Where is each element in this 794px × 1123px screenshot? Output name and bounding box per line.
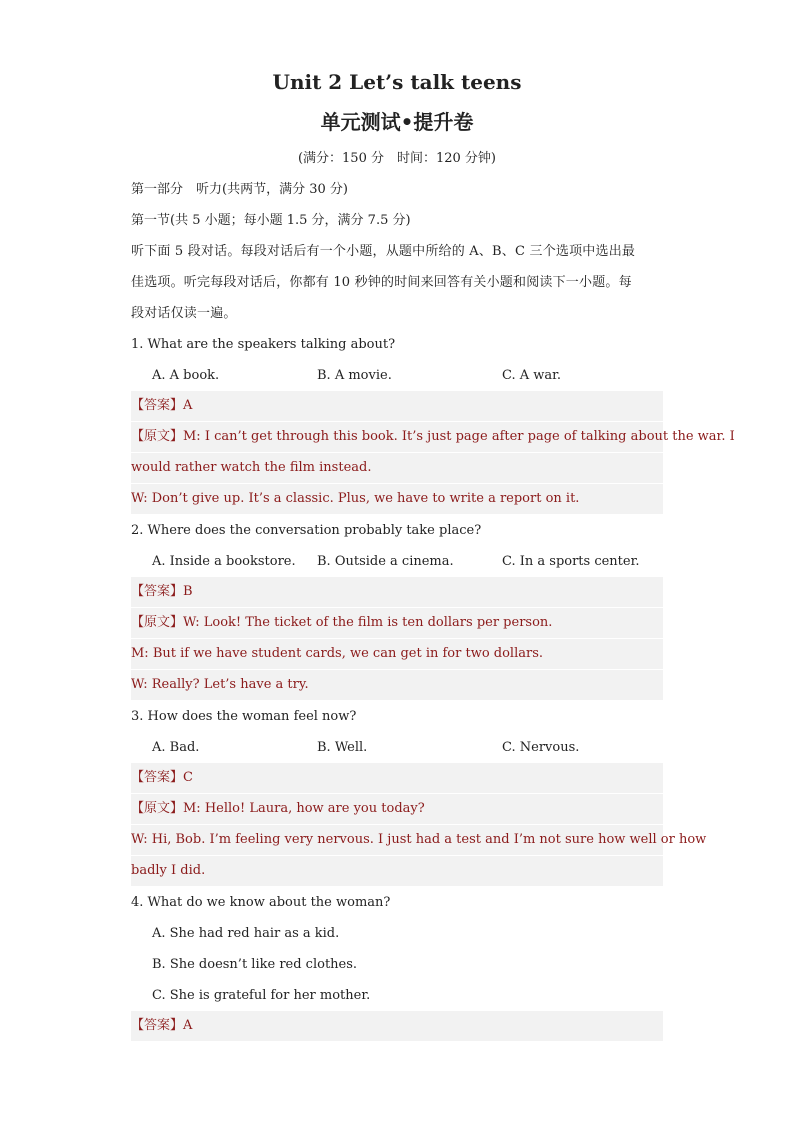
option-b: B. She doesn’t like red clothes. — [152, 957, 358, 972]
answer-block: 【答案】C — [131, 763, 663, 793]
document-title: Unit 2 Let’s talk teens — [272, 70, 522, 94]
option-c: C. A war. — [502, 368, 562, 383]
transcript-line: W: Really? Let’s have a try. — [131, 670, 663, 700]
option-c: C. She is grateful for her mother. — [152, 988, 371, 1003]
option-b: B. Well. — [317, 740, 368, 755]
section-sub-heading: 第一节(共 5 小题；每小题 1.5 分，满分 7.5 分) — [131, 213, 411, 228]
question-3: 3. How does the woman feel now? — [131, 709, 357, 724]
option-a: A. A book. — [152, 368, 220, 383]
option-a: A. Inside a bookstore. — [152, 554, 296, 569]
question-1-options — [131, 360, 663, 391]
instruction-line: 佳选项。听完每段对话后，你都有 10 秒钟的时间来回答有关小题和阅读下一小题。每 — [131, 275, 632, 290]
option-b: B. Outside a cinema. — [317, 554, 454, 569]
question-4: 4. What do we know about the woman? — [131, 895, 391, 910]
instruction-line: 听下面 5 段对话。每段对话后有一个小题，从题中所给的 A、B、C 三个选项中选出最 — [131, 244, 636, 259]
instruction-line: 段对话仅读一遍。 — [131, 306, 237, 321]
question-2: 2. Where does the conversation probably take place? — [131, 523, 482, 538]
option-a: A. She had red hair as a kid. — [152, 926, 340, 941]
document-subtitle: 单元测试•提升卷 — [320, 110, 474, 134]
transcript-line: 【原文】M: Hello! Laura, how are you today? — [131, 794, 663, 824]
answer-block: 【答案】A — [131, 1011, 663, 1041]
option-c: C. In a sports center. — [502, 554, 640, 569]
transcript-line: would rather watch the film instead. — [131, 453, 663, 483]
option-b: B. A movie. — [317, 368, 392, 383]
question-3-options — [131, 732, 663, 763]
transcript-line: 【原文】M: I can’t get through this book. It’s just page after page of talking about the war. I — [131, 422, 663, 452]
transcript-line: 【原文】W: Look! The ticket of the film is ten dollars per person. — [131, 608, 663, 638]
document-content — [131, 64, 735, 1042]
transcript-line: W: Don’t give up. It’s a classic. Plus, we have to write a report on it. — [131, 484, 663, 514]
score-time-info: (满分：150 分 时间：120 分钟) — [297, 151, 497, 166]
section-part-heading: 第一部分 听力(共两节，满分 30 分) — [131, 182, 348, 197]
question-1: 1. What are the speakers talking about? — [131, 337, 396, 352]
question-2-options — [131, 546, 663, 577]
transcript-line: W: Hi, Bob. I’m feeling very nervous. I just had a test and I’m not sure how well or how — [131, 825, 663, 855]
transcript-line: M: But if we have student cards, we can get in for two dollars. — [131, 639, 663, 669]
answer-block: 【答案】A — [131, 391, 663, 421]
option-a: A. Bad. — [152, 740, 200, 755]
answer-block: 【答案】B — [131, 577, 663, 607]
transcript-line: badly I did. — [131, 856, 663, 886]
option-c: C. Nervous. — [502, 740, 580, 755]
